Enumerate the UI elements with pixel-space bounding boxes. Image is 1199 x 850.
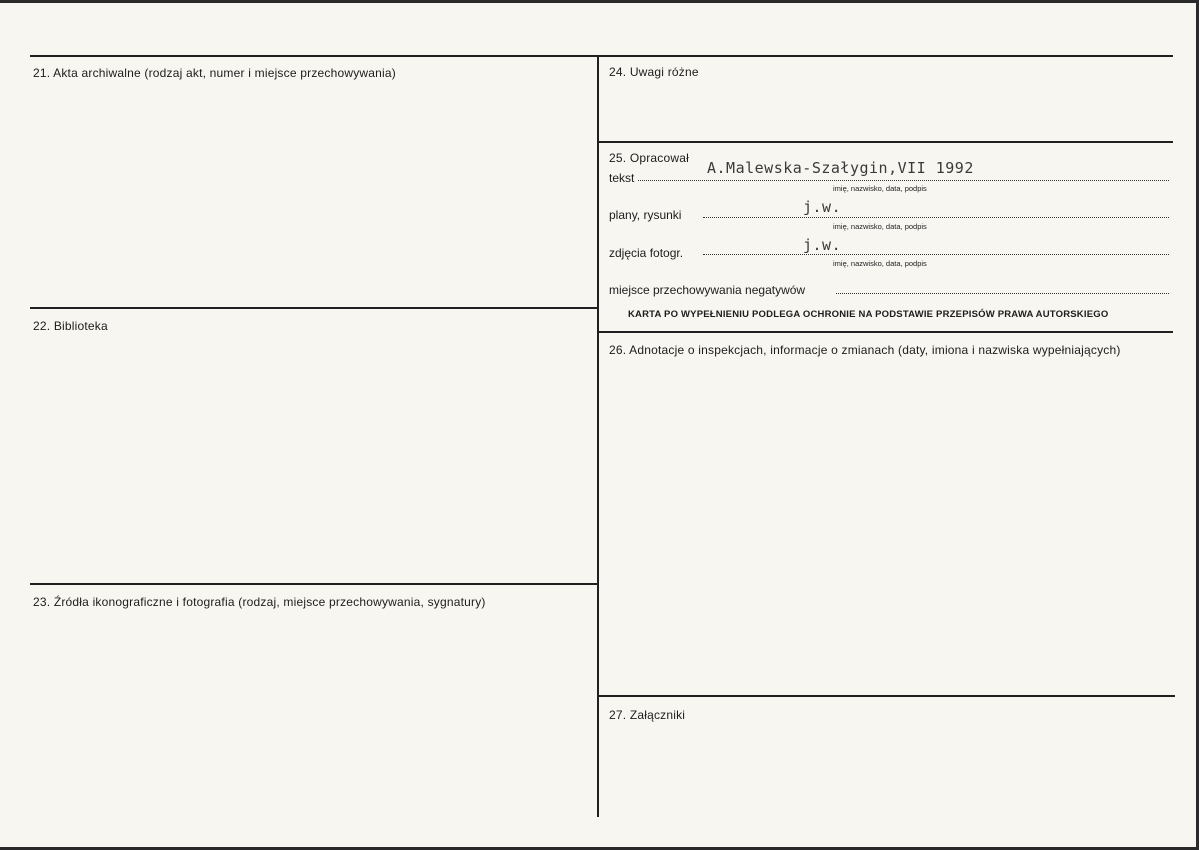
- copyright-notice: KARTA PO WYPEŁNIENIU PODLEGA OCHRONIE NA PODSTAWIE PRZEPISÓW PRAWA AUTORSKIEGO: [628, 309, 1109, 320]
- section-25-prepared-by: 25. Opracował: [609, 151, 689, 165]
- page-edge-top: [0, 0, 1199, 3]
- center-divider: [597, 55, 599, 817]
- photos-hint: imię, nazwisko, data, podpis: [833, 259, 927, 268]
- rule-26-27: [598, 695, 1175, 697]
- section-26-inspection-notes: 26. Adnotacje o inspekcjach, informacje o zmianach (daty, imiona i nazwiska wypełniających): [609, 343, 1121, 357]
- section-22-library: 22. Biblioteka: [33, 319, 108, 333]
- plans-dotted-line: [703, 217, 1169, 218]
- text-value: A.Malewska-Szałygin,VII 1992: [707, 159, 974, 177]
- section-23-iconographic-sources: 23. Źródła ikonograficzne i fotografia (rodzaj, miejsce przechowywania, sygnatury): [33, 595, 486, 609]
- plans-value: j.w.: [803, 198, 842, 216]
- photos-value: j.w.: [803, 236, 842, 254]
- negatives-dotted-line: [836, 293, 1169, 294]
- rule-24-25: [598, 141, 1173, 143]
- text-label: tekst: [609, 171, 635, 185]
- text-hint: imię, nazwisko, data, podpis: [833, 184, 927, 193]
- top-rule: [30, 55, 1173, 57]
- rule-25-26: [598, 331, 1173, 333]
- photos-label: zdjęcia fotogr.: [609, 246, 684, 260]
- section-27-attachments: 27. Załączniki: [609, 708, 686, 722]
- negatives-label: miejsce przechowywania negatywów: [609, 283, 806, 297]
- plans-label: plany, rysunki: [609, 208, 682, 222]
- rule-21-22: [30, 307, 598, 309]
- section-24-remarks: 24. Uwagi różne: [609, 65, 699, 79]
- text-dotted-line: [638, 180, 1169, 181]
- plans-hint: imię, nazwisko, data, podpis: [833, 222, 927, 231]
- section-21-archival-records: 21. Akta archiwalne (rodzaj akt, numer i miejsce przechowywania): [33, 66, 396, 80]
- rule-22-23: [30, 583, 598, 585]
- photos-dotted-line: [703, 254, 1169, 255]
